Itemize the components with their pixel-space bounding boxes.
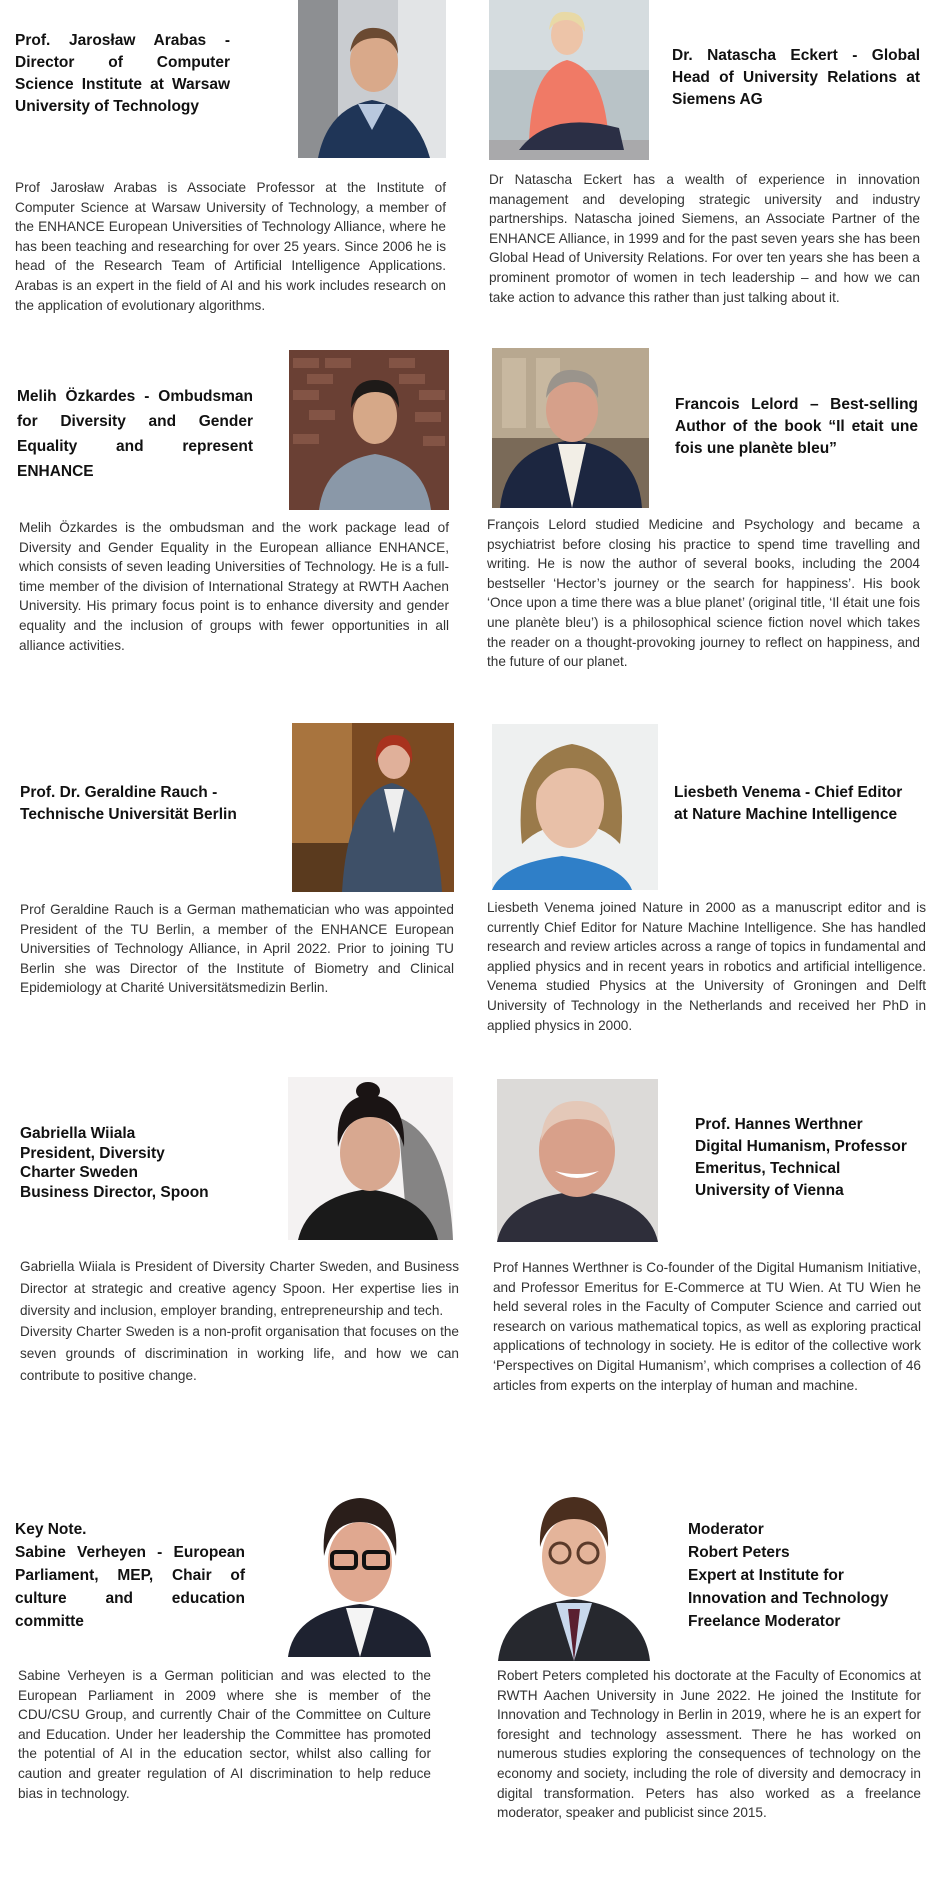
speaker-bio: Robert Peters completed his doctorate at the Faculty of Economics at RWTH Aachen University in June 2022. He joined the Institute for Innovation and Technology in Berlin in 2019, where he is an expert for foresight and technology assessment. There he has worked on numerous studies exploring the consequences of technology on the economy and society, including the role of diversity and democracy in digital transformation. Peters has also worked as a freelance moderator, speaker and publicist since 2015. — [497, 1668, 921, 1821]
speaker-photo-werthner — [497, 1079, 658, 1242]
speaker-title-line: President, Diversity — [20, 1144, 165, 1162]
speaker-photo-arabas — [298, 0, 446, 158]
speaker-title: Melih Özkardes - Ombudsman for Diversity and Gender Equality and represent ENHANCE — [17, 388, 253, 480]
speaker-title — [688, 1518, 918, 1633]
speaker-title-line: Emeritus, Technical — [695, 1160, 841, 1177]
speaker-bio: Prof Geraldine Rauch is a German mathematician who was appointed President of the TU Berlin, a member of the ENHANCE European Universities of Technology Alliance, in April 2022. Prior to joining TU Berlin she was Director of the Institute of Biometry and Clinical Epidemiology at Charité Universitätsmedizin Berlin. — [20, 902, 454, 996]
speaker-title-line: Prof. Dr. Geraldine Rauch - — [20, 784, 218, 801]
speaker-title-line: at Nature Machine Intelligence — [674, 806, 898, 823]
speaker-bio: Liesbeth Venema joined Nature in 2000 as a manuscript editor and is currently Chief Editor for Nature Machine Intelligence. She has handled research and review articles across a range of topics in fundamental and applied physics and in recent years in robotics and artificial intelligence. Venema studied Physics at the University of Groningen and Delft University of Technology in the Netherlands and received her PhD in applied physics in 2000. — [487, 900, 926, 1033]
speaker-title-line: University of Vienna — [695, 1182, 844, 1199]
speaker-title — [20, 782, 260, 826]
speaker-bio: Sabine Verheyen is a German politician and was elected to the European Parliament in 2009 where she is member of the CDU/CSU Group, and currently Chair of the Committee on Culture and Education. Under her leadership the Committee has promoted the potential of AI in the education sector, whilst also calling for caution and greater regulation of AI discrimination to help reduce bias in technology. — [18, 1668, 431, 1801]
speaker-title-line: Charter Sweden — [20, 1164, 139, 1181]
speaker-title: Dr. Natascha Eckert - Global Head of University Relations at Siemens AG — [672, 47, 920, 108]
speaker-title — [674, 782, 924, 826]
speaker-photo-rauch — [292, 723, 454, 892]
speaker-title — [15, 1518, 245, 1633]
speaker-title-line: Freelance Moderator — [688, 1613, 841, 1630]
speaker-photo-venema — [492, 724, 658, 890]
speaker-title-main: Sabine Verheyen - European Parliament, MEP, Chair of culture and education committe — [15, 1544, 245, 1630]
speaker-bio: Melih Özkardes is the ombudsman and the work package lead of Diversity and Gender Equality in the European alliance ENHANCE, which consists of seven leading Universities of Technology. He is a full-time member of the division of International Strategy at RWTH Aachen University. His primary focus point is to enhance diversity and gender equality and the inclusion of groups with fewer opportunities in all alliance activities. — [19, 520, 449, 653]
speaker-bio-paragraph: Diversity Charter Sweden is a non-profit organisation that focuses on the seven grounds of discrimination in working life, and how we can contribute to positive change. — [20, 1324, 459, 1383]
speaker-title-line: Gabriella Wiiala — [20, 1125, 136, 1142]
speaker-bio: Prof Hannes Werthner is Co-founder of the Digital Humanism Initiative, and Professor Emeritus for E-Commerce at TU Wien. At TU Wien he held several roles in the Faculty of Computer Science and carried out research on various mathematical topics, as well as exploring practical applications of technology in society. He is editor of the collective work ‘Perspectives on Digital Humanism’, which comprises a collection of 46 articles from experts on the interplay of human and machine. — [493, 1260, 921, 1393]
speaker-bio: Dr Natascha Eckert has a wealth of experience in innovation management and developing strategic university and industry partnerships. Natascha joined Siemens, an Associate Partner of the ENHANCE Alliance, in 1999 and for the past seven years she has been Global Head of University Relations. For over ten years she has been a prominent promotor of women in tech leadership – and how we can take action to advance this rather than just talking about it. — [489, 172, 920, 305]
speaker-title-line: Digital Humanism, Professor — [695, 1138, 907, 1155]
speaker-photo-peters — [498, 1477, 650, 1661]
speaker-bio: Prof Jarosław Arabas is Associate Professor at the Institute of Computer Science at Warsaw University of Technology, a member of the ENHANCE European Universities of Technology Alliance, where he has been teaching and researching for over 25 years. Since 2006 he is head of the Research Team of Artificial Intelligence Applications. Arabas is an expert in the field of AI and his work includes research on the application of evolutionary algorithms. — [15, 180, 446, 313]
speaker-title-line: Liesbeth Venema - Chief Editor — [674, 784, 903, 801]
speaker-bio: François Lelord studied Medicine and Psychology and became a psychiatrist before closing his practice to spend time travelling and writing. He is now the author of several books, including the 2004 bestseller ‘Hector’s journey or the search for happiness’. His book ‘Once upon a time there was a blue planet’ (original title, ‘Il était une fois une planète bleu’) is a philosophical science fiction novel which takes the reader on a thought-provoking journey to reflect on happiness, and the future of our planet. — [487, 517, 920, 670]
speaker-photo-wiiala — [288, 1077, 453, 1240]
speaker-title-line: Expert at Institute for — [688, 1567, 844, 1584]
speaker-title-prefix: Key Note. — [15, 1521, 87, 1538]
speaker-photo-lelord — [492, 348, 649, 508]
speaker-title-line: Business Director, Spoon — [20, 1183, 209, 1201]
speaker-title-line: Robert Peters — [688, 1544, 790, 1561]
speaker-title-line: Technische Universität Berlin — [20, 806, 237, 823]
speaker-photo-eckert — [489, 0, 649, 160]
speaker-title-line: Moderator — [688, 1521, 764, 1538]
speaker-photo-ozkardes — [289, 350, 449, 510]
speaker-title: Francois Lelord – Best-selling Author of the book “Il etait une fois une planète bleu” — [675, 396, 918, 457]
speaker-bio-paragraph: Gabriella Wiiala is President of Diversity Charter Sweden, and Business Director at strategic and creative agency Spoon. Her expertise lies in diversity and inclusion, employer branding, entrepreneurship and tech. — [20, 1259, 459, 1318]
speaker-bio — [20, 1256, 459, 1387]
speaker-title: Prof. Jarosław Arabas - Director of Computer Science Institute at Warsaw University of Technology — [15, 32, 230, 115]
speaker-title — [695, 1114, 920, 1202]
speaker-photo-verheyen — [288, 1482, 431, 1657]
speaker-title — [20, 1124, 260, 1202]
speaker-title-line: Innovation and Technology — [688, 1590, 889, 1607]
speaker-title-line: Prof. Hannes Werthner — [695, 1116, 863, 1133]
